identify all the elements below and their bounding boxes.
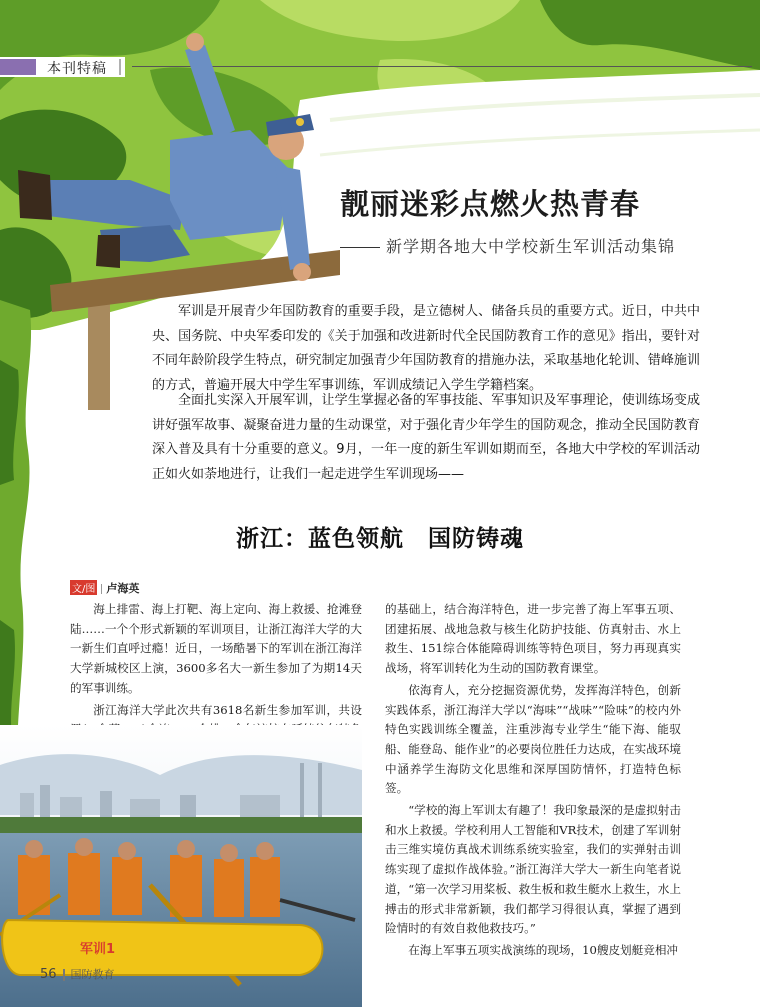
body-paragraph: 的基础上，结合海洋特色，进一步完善了海上军事五项、团建拓展、战地急救与核生化防护技能、仿真射击、水上救生、151综合体能障碍训练等特色项目，努力再现真实战场，将军训转化为生动的国防教育课堂。 [385,602,681,676]
boat-label: 军训1 [80,942,116,957]
subtitle-dash [340,247,380,248]
magazine-name: 国防教育 [70,968,115,981]
page-footer [40,966,115,982]
body-paragraph: 依海育人，充分挖掘资源优势，发挥海洋特色，创新实践体系，浙江海洋大学以“海味”“战味”“险味”的校内外特色实践训练全覆盖，注重涉海专业学生“能下海、能驭船、能登岛、能作业”的必要岗位胜任力达成，在实战环境中涵养学生海防文化思维和深厚国防情怀，打造特色标签。 [385,682,681,796]
intro-text-1: 军训是开展青少年国防教育的重要手段，是立德树人、储备兵员的重要方式。近日，中共中央、国务院、中央军委印发的《关于加强和改进新时代全民国防教育工作的意见》指出，要针对不同年龄阶段学生特点，研究制定加强青少年国防教育的措施办法，采取基地化轮训、错峰施训的方式，普遍开展大中学生军事训练，军训成绩记入学生学籍档案。 [152,304,700,393]
body-paragraph: 在海上军事五项实战演练的现场，10艘皮划艇竞相冲 [408,942,679,957]
intro-text-2: 全面扎实深入开展军训，让学生掌握必备的军事技能、军事知识及军事理论，使训练场变成讲好强军故事、凝聚奋进力量的生动课堂，对于强化青少年学生的国防观念，推动全民国防教育深入普及具有十分重要的意义。9月，一年一度的新生军训如期而至，各地大中学校的军训活动正如火如荼地进行，让我们一起走进学生军训现场—— [152,393,700,482]
byline [70,580,139,596]
section-label: 本刊特稿 [47,61,107,77]
body-paragraph: “学校的海上军训太有趣了！我印象最深的是虚拟射击和水上救援。学校利用人工智能和VR技术，创建了军训射击三维实境仿真战术训练系统实验室，我们的实弹射击训练实现了虚拟作战体验。”浙江海洋大学大一新生向笔者说道，“第一次学习用桨板、救生板和救生艇水上救生，水上搏击的形式非常新颖，我们都学习得很认真，掌握了遇到险情时的有效自救他救技巧。” [385,803,681,936]
article-title: 靓丽迷彩点燃火热青春 [340,187,641,221]
body-paragraph: 浙江海洋大学此次共有3618名新生参加军训，共设 [93,702,362,717]
author-name: 卢海英 [106,582,140,595]
body-paragraph: 海上排雷、海上打靶、海上定向、海上救援、抢滩登陆……一个个形式新颖的军训项目，让浙江海洋大学的大一新生们直呼过瘾！近日，一场酷暑下的军训在浙江海洋大学新城校区上演，3600多名大一新生参加了为期14天的军事训练。 [70,602,362,695]
article-subtitle [340,234,675,257]
subtitle-text: 新学期各地大中学校新生军训活动集锦 [386,237,676,256]
byline-tag: 文/图 [70,580,97,595]
footer-divider [63,969,65,981]
section-title: 浙江：蓝色领航 国防铸魂 [236,526,524,552]
intro-paragraph-1 [152,300,700,398]
body-column-right [385,600,681,963]
intro-paragraph-2 [152,389,700,487]
page-number: 56 [40,967,57,982]
byline-separator [101,584,102,594]
boat-photo-scene [0,725,362,1007]
boat-training-photo [0,725,362,1007]
